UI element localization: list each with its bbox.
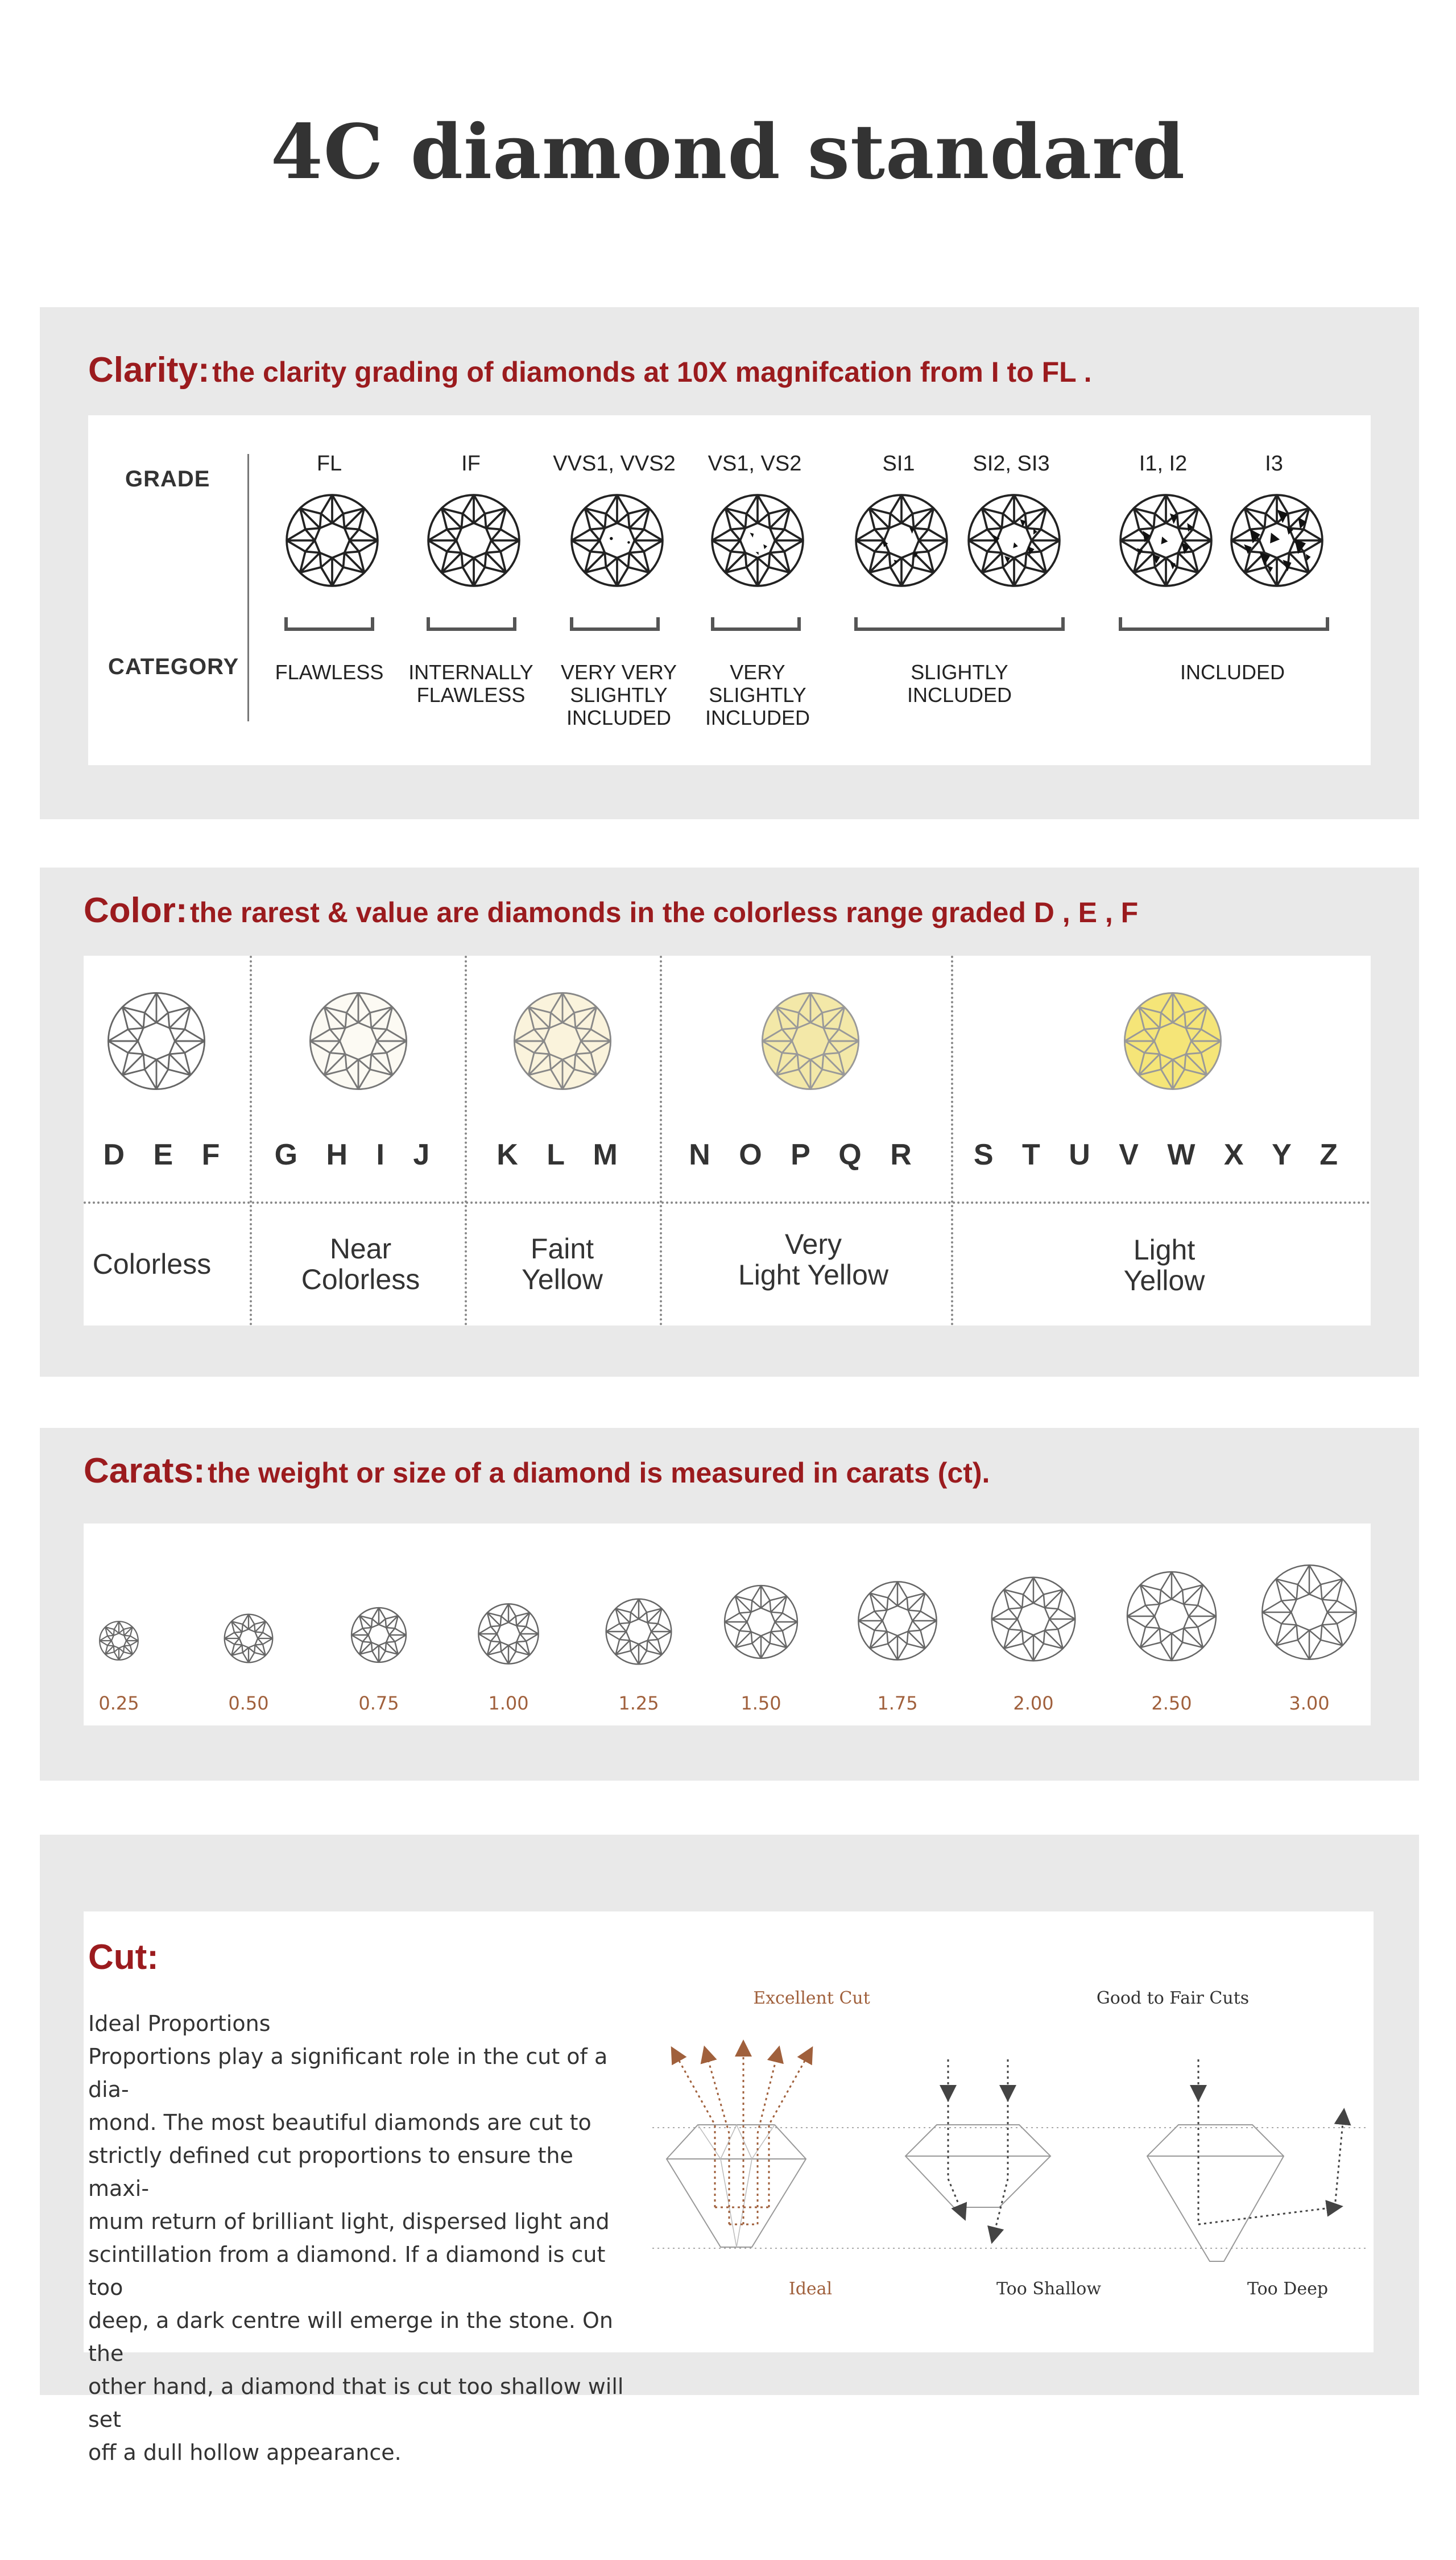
carat-label-175: 1.75 [877, 1692, 918, 1714]
category-row-label: CATEGORY [108, 654, 239, 679]
color-diamond-nopqr-icon [759, 990, 862, 1092]
clarity-title: Clarity: [88, 350, 210, 390]
color-diamond-klm-icon [511, 990, 614, 1092]
color-cat-ly-line1: Light [1133, 1234, 1196, 1266]
color-cat-faint-yellow [465, 1233, 660, 1295]
color-heading [84, 890, 1138, 931]
bracket-included [1119, 617, 1329, 631]
fair-cuts-label: Good to Fair Cuts [1096, 1988, 1250, 2008]
carats-title: Carats: [84, 1451, 205, 1490]
carat-diamond-075-icon [350, 1606, 408, 1664]
carat-label-250: 2.50 [1151, 1692, 1192, 1714]
grade-si2-si3: SI2, SI3 [973, 452, 1050, 476]
carat-diamond-175-icon [856, 1579, 939, 1662]
category-si-line1: SLIGHTLY [911, 660, 1008, 684]
color-cat-near-line1: Near [329, 1233, 392, 1265]
color-grade-stuvwxyz: S T U V W X Y Z [973, 1138, 1349, 1171]
carat-label-050: 0.50 [228, 1692, 269, 1714]
category-included [1141, 661, 1323, 684]
color-section [40, 868, 1419, 1377]
category-included-line1: INCLUDED [1180, 660, 1285, 684]
carat-label-075: 0.75 [358, 1692, 399, 1714]
category-slightly-included [868, 661, 1050, 707]
grade-i1-i2: I1, I2 [1139, 452, 1188, 476]
cut-line-5: scintillation from a diamond. If a diamond is cut too [88, 2242, 606, 2300]
cut-line-6: deep, a dark centre will emerge in the stone. On the [88, 2308, 614, 2366]
carat-label-100: 1.00 [488, 1692, 529, 1714]
carats-section [40, 1428, 1419, 1781]
grade-vvs: VVS1, VVS2 [553, 452, 676, 476]
color-subtitle: the rarest & value are diamonds in the colorless range graded D , E , F [189, 897, 1139, 928]
deep-diamond-icon [1147, 2059, 1343, 2261]
color-grade-def: D E F [103, 1138, 230, 1171]
clarity-diamond-si1-icon [853, 492, 950, 589]
cut-section [40, 1835, 1419, 2465]
category-vvs-line2: SLIGHTLY [570, 683, 668, 707]
color-cat-near-line2: Colorless [301, 1264, 420, 1295]
category-vvs-line1: VERY VERY [560, 660, 677, 684]
cut-heading [88, 1937, 159, 1977]
clarity-section [40, 307, 1419, 819]
carat-diamond-125-icon [604, 1597, 673, 1666]
grade-if: IF [461, 452, 481, 476]
page-title: 4C diamond standard [270, 108, 1186, 196]
clarity-diamond-if-icon [425, 492, 522, 589]
color-cat-colorless-line1: Colorless [92, 1248, 212, 1280]
bracket-if [427, 617, 516, 631]
too-deep-label: Too Deep [1247, 2279, 1329, 2299]
carat-diamond-100-icon [477, 1602, 540, 1666]
color-cat-colorless [84, 1249, 220, 1279]
color-diamond-ghij-icon [307, 990, 410, 1092]
cut-line-2: mond. The most beautiful diamonds are cut to [88, 2110, 592, 2135]
category-si-line2: INCLUDED [907, 683, 1012, 707]
cut-line-1: Proportions play a significant role in the cut of a dia- [88, 2044, 608, 2102]
clarity-diamond-vvs-icon [569, 492, 665, 589]
grade-row-label: GRADE [125, 466, 210, 492]
ideal-label: Ideal [788, 2279, 833, 2299]
grade-i3: I3 [1265, 452, 1283, 476]
carat-label-150: 1.50 [741, 1692, 781, 1714]
color-grade-nopqr: N O P Q R [689, 1138, 922, 1171]
carats-panel [84, 1523, 1371, 1725]
carats-subtitle: the weight or size of a diamond is measured in carats (ct). [208, 1457, 990, 1489]
carat-diamond-050-icon [223, 1613, 274, 1664]
cut-title: Cut: [88, 1938, 159, 1977]
shallow-diamond-icon [905, 2059, 1050, 2236]
color-row-divider [84, 1201, 1371, 1204]
category-if-line1: INTERNALLY [408, 660, 533, 684]
color-title: Color: [84, 891, 188, 930]
cut-line-8: off a dull hollow appearance. [88, 2440, 402, 2465]
color-cat-very-light-yellow [660, 1229, 967, 1290]
clarity-diamond-si2-icon [966, 492, 1062, 589]
color-panel [84, 956, 1371, 1326]
grade-fl: FL [316, 452, 342, 476]
carat-diamond-025-icon [98, 1620, 139, 1661]
cut-panel [84, 1911, 1374, 2465]
color-grade-ghij: G H I J [274, 1138, 440, 1171]
cut-description [88, 2007, 634, 2469]
cut-line-4: mum return of brilliant light, dispersed light and [88, 2209, 610, 2234]
clarity-diamond-i3-icon [1228, 492, 1325, 589]
cut-line-3: strictly defined cut proportions to ensure the maxi- [88, 2143, 573, 2201]
clarity-subtitle: the clarity grading of diamonds at 10X magnifcation from I to FL . [212, 356, 1092, 388]
color-cat-light-yellow [1065, 1234, 1264, 1296]
category-vs [667, 661, 849, 729]
category-if-line2: FLAWLESS [416, 683, 526, 707]
grade-vs: VS1, VS2 [708, 452, 802, 476]
category-flawless-line1: FLAWLESS [275, 660, 384, 684]
category-vs-line3: INCLUDED [705, 706, 810, 729]
color-grade-klm: K L M [497, 1138, 628, 1171]
carat-diamond-200-icon [989, 1575, 1078, 1663]
color-diamond-stuvwxyz-icon [1122, 990, 1224, 1092]
color-cat-vly-line2: Light Yellow [738, 1259, 889, 1291]
color-cat-ly-line2: Yellow [1123, 1265, 1205, 1296]
too-shallow-label: Too Shallow [996, 2279, 1102, 2299]
bracket-vvs [570, 617, 660, 631]
bracket-vs [711, 617, 801, 631]
carat-diamond-150-icon [722, 1583, 800, 1661]
cut-diagram [652, 2037, 1369, 2298]
category-vs-line2: SLIGHTLY [709, 683, 806, 707]
carat-label-025: 0.25 [98, 1692, 139, 1714]
carat-diamond-300-icon [1259, 1562, 1359, 1662]
bracket-flawless [284, 617, 374, 631]
clarity-diamond-vs-icon [709, 492, 806, 589]
color-diamond-def-icon [105, 990, 208, 1092]
carat-diamond-250-icon [1124, 1569, 1219, 1663]
carat-label-300: 3.00 [1289, 1692, 1330, 1714]
carat-label-125: 1.25 [618, 1692, 659, 1714]
clarity-heading [88, 350, 1092, 390]
color-cat-faint-line2: Yellow [522, 1264, 603, 1295]
color-cat-near-colorless [250, 1233, 471, 1295]
excellent-cut-label: Excellent Cut [753, 1988, 870, 2008]
grade-si1: SI1 [882, 452, 915, 476]
category-vvs-line3: INCLUDED [566, 706, 672, 729]
category-vs-line1: VERY [730, 660, 785, 684]
clarity-panel [88, 415, 1371, 765]
bracket-slightly [854, 617, 1065, 631]
cut-line-7: other hand, a diamond that is cut too shallow will set [88, 2374, 624, 2432]
carat-label-200: 2.00 [1013, 1692, 1054, 1714]
clarity-diamond-i1-icon [1118, 492, 1214, 589]
color-cat-faint-line1: Faint [530, 1233, 594, 1265]
carats-heading [84, 1451, 990, 1491]
ideal-diamond-icon [667, 2048, 809, 2247]
color-cat-vly-line1: Very [784, 1228, 842, 1260]
clarity-diamond-fl-icon [284, 492, 380, 589]
cut-intro-title: Ideal Proportions [88, 2011, 271, 2036]
